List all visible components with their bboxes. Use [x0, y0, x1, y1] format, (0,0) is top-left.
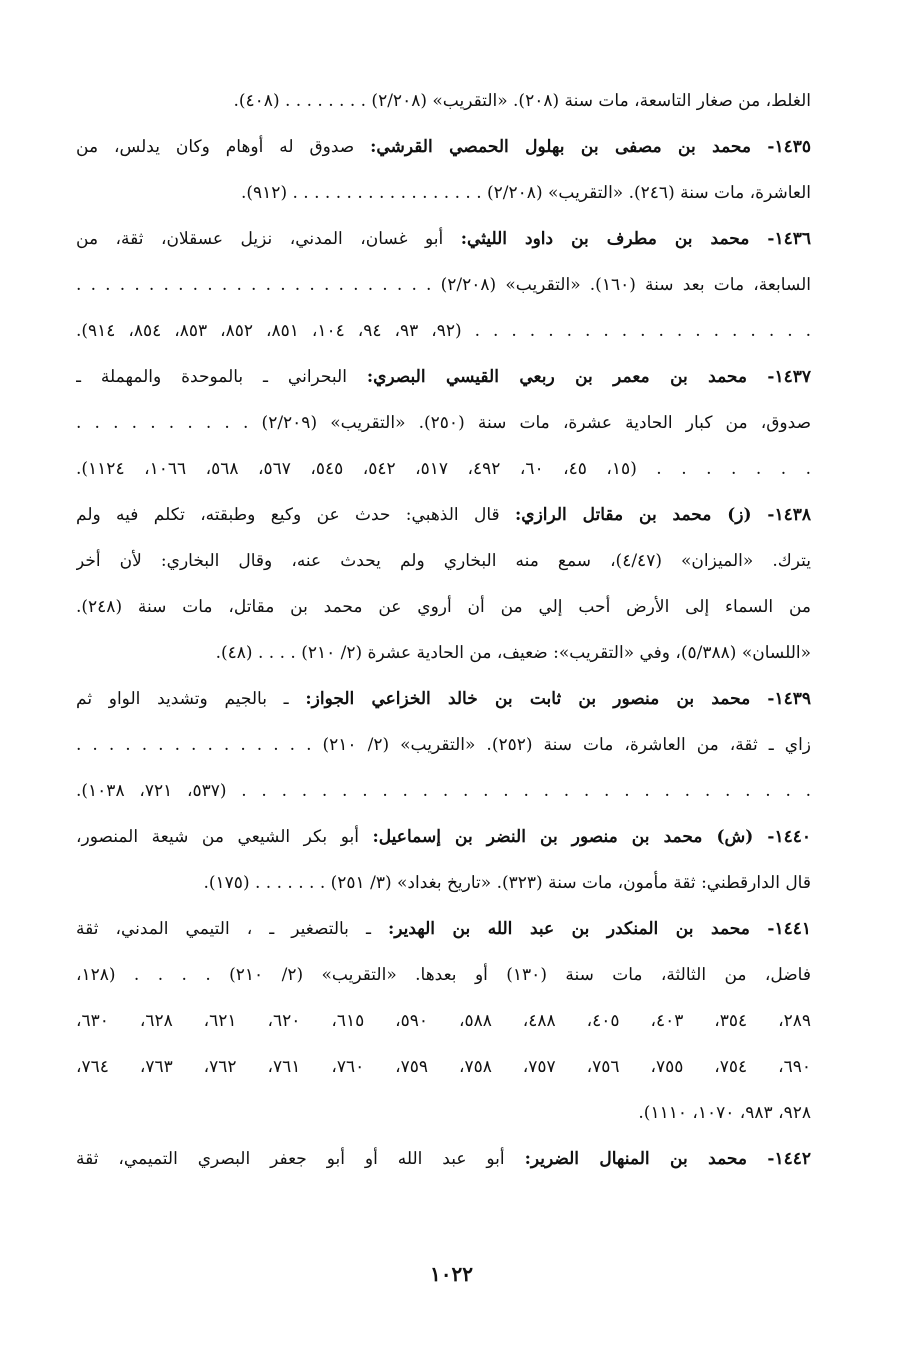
- entry-first-line: ١٤٤١- محمد بن المنكدر بن عبد الله بن الهدير: ـ بالتصغير ـ ، التيمي المدني، ثقة: [76, 919, 811, 939]
- page-number: ١٠٢٢: [430, 1262, 473, 1286]
- entry-heading: ١٤٣٩- محمد بن منصور بن ثابت بن خالد الخزاعي الجواز:: [305, 689, 811, 709]
- text-line: فاضل، من الثالثة، مات سنة (١٣٠) أو بعدها. «التقريب» (٢/ ٢١٠) . . . . (١٢٨،: [76, 965, 811, 985]
- entry-first-line: ١٤٣٦- محمد بن مطرف بن داود الليثي: أبو غسان، المدني، نزيل عسقلان، ثقة، من: [76, 229, 811, 249]
- text-line: صدوق، من كبار الحادية عشرة، مات سنة (٢٥٠). «التقريب» (٢/٢٠٩) . . . . . . . . . .: [76, 413, 811, 433]
- entry-heading: ١٤٤٠- (ش) محمد بن منصور بن النضر بن إسماعيل:: [372, 827, 811, 847]
- entry-heading: ١٤٣٦- محمد بن مطرف بن داود الليثي:: [460, 229, 811, 249]
- entry-heading: ١٤٣٧- محمد بن معمر بن ربعي القيسي البصري:: [366, 367, 811, 387]
- entry-first-line: ١٤٣٩- محمد بن منصور بن ثابت بن خالد الخزاعي الجواز: ـ بالجيم وتشديد الواو ثم: [76, 689, 811, 709]
- text-line: العاشرة، مات سنة (٢٤٦). «التقريب» (٢/٢٠٨) . . . . . . . . . . . . . . . . . . (٩١٢).: [241, 183, 811, 203]
- entry-first-line: ١٤٤٢- محمد بن المنهال الضرير: أبو عبد الله أو أبو جعفر البصري التميمي، ثقة: [76, 1149, 811, 1169]
- entry-heading: ١٤٣٨- (ز) محمد بن مقاتل الرازي:: [514, 505, 811, 525]
- text-line: ٩٢٨، ٩٨٣، ١٠٧٠، ١١١٠).: [638, 1103, 811, 1123]
- text-line: . . . . . . . . . . . . . . . . . . . . . . . . . . . . . (٥٣٧، ٧٢١، ١٠٣٨).: [76, 781, 811, 801]
- text-line: الغلط، من صغار التاسعة، مات سنة (٢٠٨). «التقريب» (٢/٢٠٨) . . . . . . . . (٤٠٨).: [233, 91, 811, 111]
- text-line: من السماء إلى الأرض أحب إلي من أن أروي عن محمد بن مقاتل، مات سنة (٢٤٨).: [76, 597, 811, 617]
- text-line: . . . . . . . . . . . . . . . . . . . (٩٢، ٩٣، ٩٤، ١٠٤، ٨٥١، ٨٥٢، ٨٥٣، ٨٥٤، ٩١٤).: [76, 321, 811, 341]
- text-line: السابعة، مات بعد سنة (١٦٠). «التقريب» (٢/٢٠٨) . . . . . . . . . . . . . . . . . . . . . . . . .: [76, 275, 811, 295]
- text-line: ٦٩٠، ٧٥٤، ٧٥٥، ٧٥٦، ٧٥٧، ٧٥٨، ٧٥٩، ٧٦٠، ٧٦١، ٧٦٢، ٧٦٣، ٧٦٤،: [76, 1057, 811, 1077]
- entry-heading: ١٤٤٢- محمد بن المنهال الضرير:: [524, 1149, 811, 1169]
- text-line: «اللسان» (٥/٣٨٨)، وفي «التقريب»: ضعيف، من الحادية عشرة (٢/ ٢١٠) . . . . (٤٨).: [215, 643, 811, 663]
- entry-first-line: ١٤٣٨- (ز) محمد بن مقاتل الرازي: قال الذهبي: حدث عن وكيع وطبقته، تكلم فيه ولم: [76, 505, 811, 525]
- text-line: يترك. «الميزان» (٤/٤٧)، سمع منه البخاري ولم يحدث عنه، وقال البخاري: لأن أخر: [76, 551, 811, 571]
- text-line: قال الدارقطني: ثقة مأمون، مات سنة (٣٢٣). «تاريخ بغداد» (٣/ ٢٥١) . . . . . . . (١٧٥).: [203, 873, 811, 893]
- entry-first-line: ١٤٣٧- محمد بن معمر بن ربعي القيسي البصري: البحراني ـ بالموحدة والمهملة ـ: [76, 367, 811, 387]
- text-line: ٢٨٩، ٣٥٤، ٤٠٣، ٤٠٥، ٤٨٨، ٥٨٨، ٥٩٠، ٦١٥، ٦٢٠، ٦٢١، ٦٢٨، ٦٣٠،: [76, 1011, 811, 1031]
- text-line: زاي ـ ثقة، من العاشرة، مات سنة (٢٥٢). «التقريب» (٢/ ٢١٠) . . . . . . . . . . . . . . .: [76, 735, 811, 755]
- text-line: . . . . . . . (١٥، ٤٥، ٦٠، ٤٩٢، ٥١٧، ٥٤٢، ٥٤٥، ٥٦٧، ٥٦٨، ١٠٦٦، ١١٢٤).: [76, 459, 811, 479]
- entry-first-line: ١٤٤٠- (ش) محمد بن منصور بن النضر بن إسماعيل: أبو بكر الشيعي من شيعة المنصور،: [76, 827, 811, 847]
- entry-first-line: ١٤٣٥- محمد بن مصفى بن بهلول الحمصي القرشي: صدوق له أوهام وكان يدلس، من: [76, 137, 811, 157]
- entry-heading: ١٤٤١- محمد بن المنكدر بن عبد الله بن الهدير:: [387, 919, 811, 939]
- page-body: [76, 78, 811, 1182]
- entry-heading: ١٤٣٥- محمد بن مصفى بن بهلول الحمصي القرشي:: [370, 137, 811, 157]
